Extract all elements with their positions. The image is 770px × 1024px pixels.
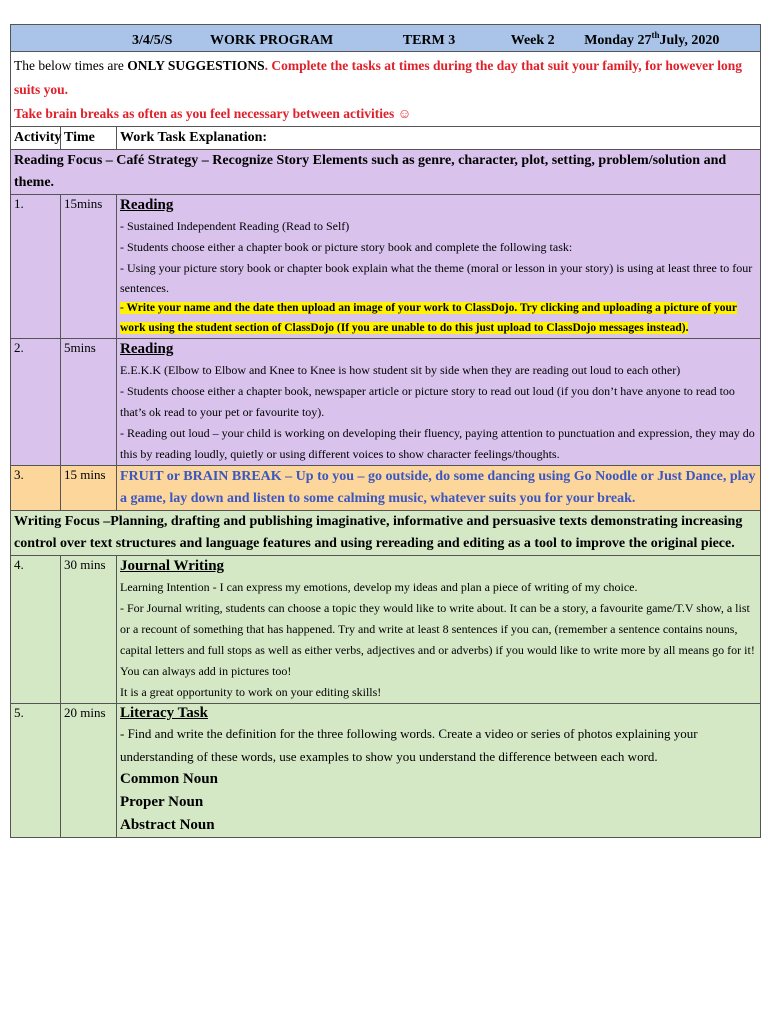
noun-item: Common Noun (120, 771, 218, 787)
header-row (11, 25, 761, 52)
table-row (11, 704, 761, 838)
intro-row (11, 52, 761, 127)
term-label: TERM 3 (402, 32, 456, 48)
activity-task: Journal Writing Learning Intention - I can express my emotions, develop my ideas and plan a piece of writing of my choice. - For Journal writing, students can choose a topic they would like to write about. It can be a story, a favourite game/T.V show, a list or a recount of something that has happened. Try and write at least 8 sentences if you can, (remember a sentence contains nouns, capital letters and full stops as well as either verbs, adjectives and or adverbs) if you would like to write more by all means go for it! You can always add in pictures too! It is a great opportunity to work on your editing skills! (117, 556, 761, 704)
col-activity: Activity (11, 127, 61, 150)
activity-number: 2. (11, 339, 61, 466)
writing-focus-row (11, 511, 761, 556)
activity-number: 1. (11, 195, 61, 339)
brain-break-task: FRUIT or BRAIN BREAK – Up to you – go outside, do some dancing using Go Noodle or Just Dance, play a game, lay down and listen to some calming music, whatever suits you for your break. (117, 466, 761, 511)
only-suggestions: ONLY SUGGESTIONS (127, 58, 265, 73)
task-title: Journal Writing (120, 558, 225, 574)
activity-task: Reading - Sustained Independent Reading (Read to Self) - Students choose either a chapter book or picture story book and complete the following task: - Using your picture story book or chapter book explain what the theme (moral or lesson in your story) is using at least three to four sentences. - Write your name and the date then upload an image of your work to ClassDojo. Try clicking and uploading a picture of your work using the student section of ClassDojo (If you are unable to do this just upload to ClassDojo messages instead). (117, 195, 761, 339)
activity-time: 15 mins (61, 466, 117, 511)
intro-cell: The below times are ONLY SUGGESTIONS. Complete the tasks at times during the day that suit your family, for however long suits you. Take brain breaks as often as you feel necessary between activities ☺ (11, 52, 761, 127)
activity-time: 5mins (61, 339, 117, 466)
task-title: Literacy Task (120, 705, 208, 721)
activity-task: Literacy Task - Find and write the definition for the three following words. Create a video or series of photos explaining your understanding of these words, use examples to show you understand the difference between each word. Common Noun Proper Noun Abstract Noun (117, 704, 761, 838)
col-task: Work Task Explanation: (117, 127, 761, 150)
week-label: Week 2 (510, 32, 555, 48)
program-title: WORK PROGRAM (209, 32, 334, 48)
table-row (11, 195, 761, 339)
header-cell (11, 25, 761, 52)
table-row (11, 339, 761, 466)
date-label: Monday 27thJuly, 2020 (584, 30, 720, 48)
activity-task: Reading E.E.K.K (Elbow to Elbow and Knee to Knee is how student sit by side when they are reading out loud to each other) - Students choose either a chapter book, newspaper article or picture story to read out loud (if you don’t have anyone to read too that’s ok read to your pet or favourite toy). - Reading out loud – your child is working on developing their fluency, paying attention to punctuation and expression, they may do this by reading loudly, quietly or using different voices to show character feelings/thoughts. (117, 339, 761, 466)
activity-number: 5. (11, 704, 61, 838)
table-row (11, 466, 761, 511)
work-program-document (10, 24, 760, 838)
brain-break-note: Take brain breaks as often as you feel necessary between activities ☺ (14, 106, 412, 121)
activity-time: 30 mins (61, 556, 117, 704)
task-title: Reading (120, 341, 174, 357)
writing-focus: Writing Focus –Planning, drafting and publishing imaginative, informative and persuasive texts demonstrating increasing control over text structures and language features and using rereading and editing as a tool to improve the original piece. (11, 511, 761, 556)
table-row (11, 556, 761, 704)
work-program-table (10, 24, 761, 838)
activity-number: 4. (11, 556, 61, 704)
noun-item: Proper Noun (120, 794, 204, 810)
highlighted-instruction: - Write your name and the date then upload an image of your work to ClassDojo. Try clicking and uploading a picture of your work using the student section of ClassDojo (If you are unable to do this just upload to ClassDojo messages instead). (120, 302, 738, 334)
activity-time: 20 mins (61, 704, 117, 838)
reading-focus: Reading Focus – Café Strategy – Recognize Story Elements such as genre, character, plot, setting, problem/solution and theme. (11, 150, 761, 195)
reading-focus-row (11, 150, 761, 195)
task-title: Reading (120, 197, 174, 213)
column-header-row (11, 127, 761, 150)
class-label: 3/4/5/S (132, 32, 173, 48)
activity-number: 3. (11, 466, 61, 511)
noun-item: Abstract Noun (120, 817, 215, 833)
col-time: Time (61, 127, 117, 150)
activity-time: 15mins (61, 195, 117, 339)
